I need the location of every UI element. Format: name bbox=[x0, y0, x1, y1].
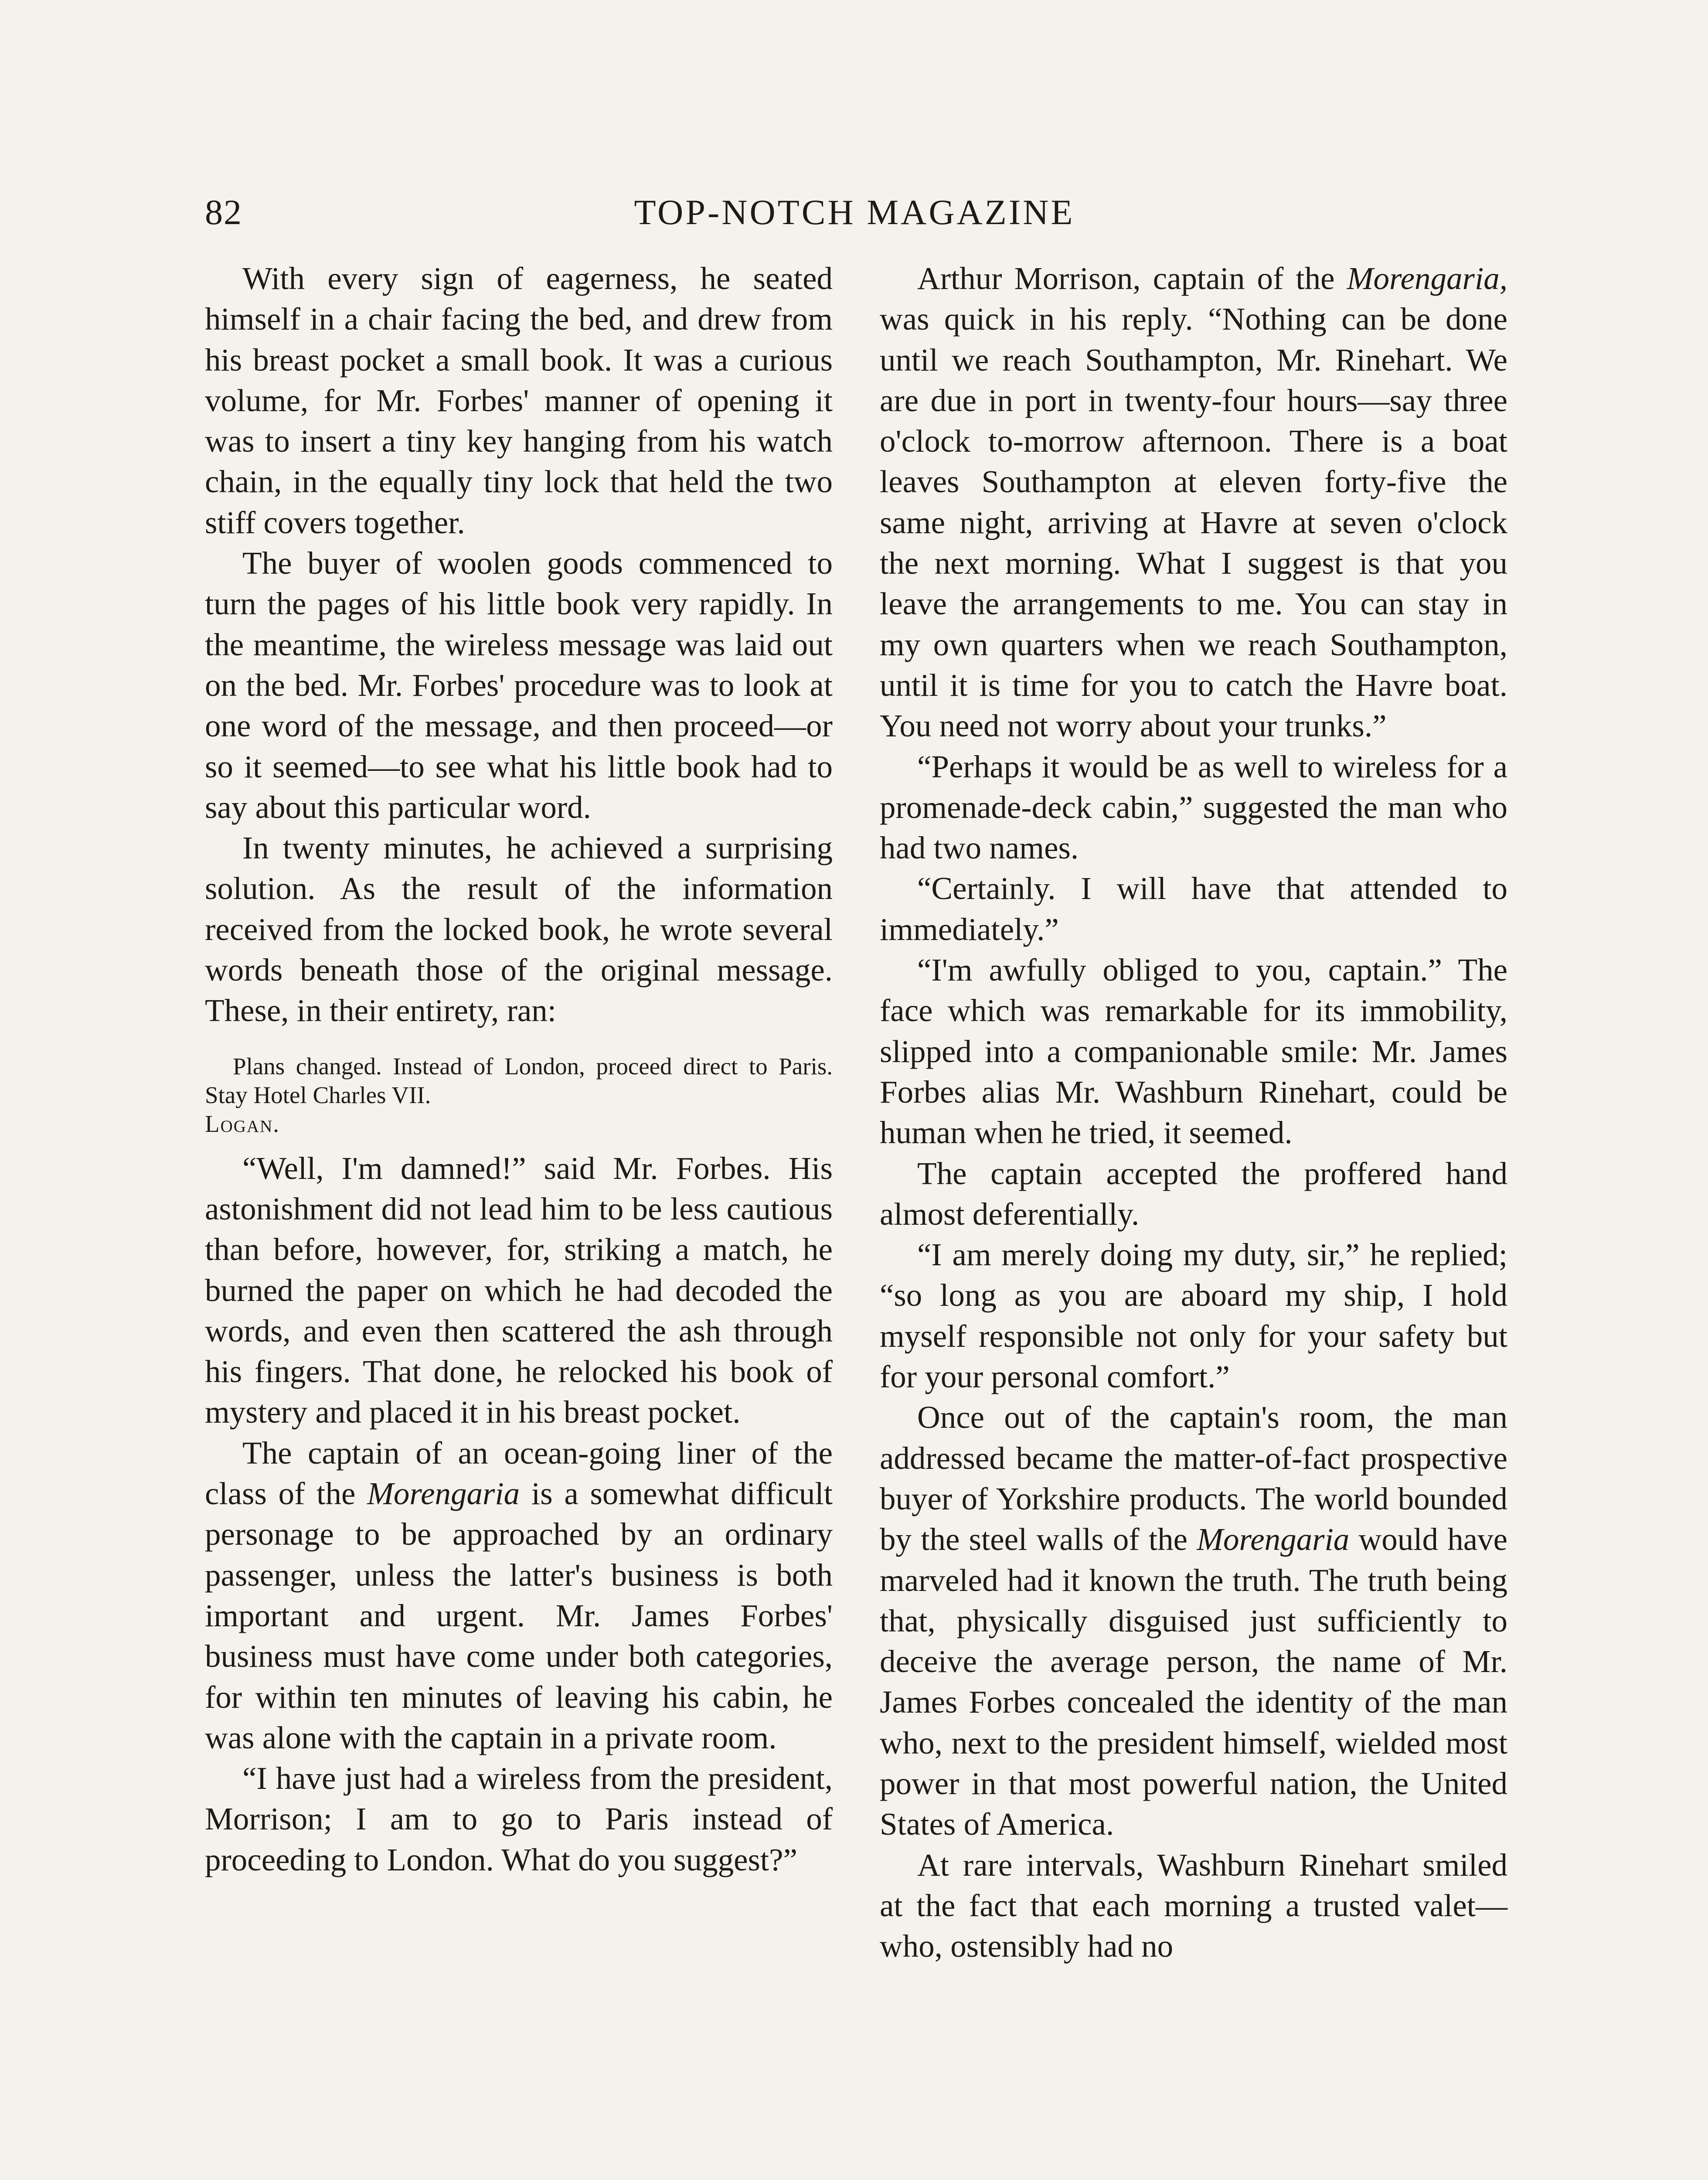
paragraph-text: was quick in his reply. “Nothing can be done until we reach Southampton, Mr. Rinehart. We are due in port in twenty-four hours—say three o'clock to-morrow afternoon. There is a boat leaves Southampton at eleven forty-five the same night, arriving at Havre at seven o'clock the next morning. What I suggest is that you leave the arrangements to me. You can stay in my own quarters when we reach Southampton, until it is time for you to catch the Havre boat. You need not worry about your trunks.” bbox=[880, 301, 1507, 744]
paragraph: “Well, I'm damned!” said Mr. Forbes. His astonishment did not lead him to be less cautious than before, however, for, striking a match, he burned the paper on which he had decoded the words, and even then scattered the ash through his fingers. That done, he relocked his book of mystery and placed it in his breast pocket. bbox=[205, 1150, 833, 1430]
paragraph: With every sign of eagerness, he seated himself in a chair facing the bed, and drew from his breast pocket a small book. It was a curious volume, for Mr. Forbes' manner of opening it was to insert a tiny key hanging from his watch chain, in the equally tiny lock that held the two stiff covers together. bbox=[205, 261, 833, 540]
paragraph-text: The captain of an ocean-going liner of the class of the bbox=[205, 1435, 833, 1512]
decoded-message-text: Plans changed. Instead of London, proceed direct to Paris. Stay Hotel Charles VII. bbox=[205, 1053, 833, 1108]
paragraph bbox=[880, 1397, 1507, 1844]
page-number: 82 bbox=[205, 192, 242, 232]
paragraph: “I have just had a wireless from the president, Morrison; I am to go to Paris instead of proceeding to London. What do you suggest?” bbox=[205, 1761, 833, 1877]
paragraph bbox=[880, 258, 1507, 746]
ship-name: Morengaria, bbox=[1347, 261, 1507, 296]
paragraph: In twenty minutes, he achieved a surprising solution. As the result of the information received from the locked book, he wrote several words beneath those of the original message. These, in their entirety, ran: bbox=[205, 830, 833, 1029]
paragraph: At rare intervals, Washburn Rinehart smiled at the fact that each morning a trusted valet—who, ostensibly had no bbox=[880, 1847, 1507, 1964]
page-header bbox=[205, 188, 1504, 236]
paragraph: “Certainly. I will have that attended to immediately.” bbox=[880, 871, 1507, 947]
paragraph: The buyer of woolen goods commenced to turn the pages of his little book very rapidly. In the meantime, the wireless message was laid out on the bed. Mr. Forbes' procedure was to look at one word of the message, and then proceed—or so it seemed—to see what his little book had to say about this particular word. bbox=[205, 545, 833, 825]
paragraph: “Perhaps it would be as well to wireless for a promenade-deck cabin,” suggested the man who had two names. bbox=[880, 749, 1507, 866]
left-column bbox=[205, 258, 833, 1880]
right-column bbox=[880, 258, 1507, 1966]
ship-name: Morengaria bbox=[367, 1476, 520, 1512]
paragraph: The captain accepted the proffered hand almost deferentially. bbox=[880, 1155, 1507, 1232]
paragraph-text: is a somewhat difficult personage to be approached by an ordinary passenger, unless the latter's business is both important and urgent. Mr. James Forbes' business must have come under both categories, for within ten minutes of leaving his cabin, he was alone with the captain in a private room. bbox=[205, 1476, 833, 1755]
decoded-message-signature: Logan. bbox=[205, 1110, 280, 1137]
paragraph-text: Arthur Morrison, captain of the bbox=[917, 261, 1347, 296]
paragraph: “I'm awfully obliged to you, captain.” The face which was remarkable for its immobility, slipped into a companionable smile: Mr. James Forbes alias Mr. Washburn Rinehart, could be human when he tried, it seemed. bbox=[880, 952, 1507, 1151]
decoded-message bbox=[205, 1052, 833, 1138]
paragraph-text: Once out of the captain's room, the man addressed became the matter-of-fact prospective buyer of Yorkshire products. The world bounded by the steel walls of the bbox=[880, 1400, 1507, 1557]
running-head: TOP-NOTCH MAGAZINE bbox=[634, 192, 1075, 232]
paragraph-text: would have marveled had it known the truth. The truth being that, physically disguised just sufficiently to deceive the average person, the name of Mr. James Forbes concealed the identity of the man who, next to the president himself, wielded most power in that most powerful nation, the United States of America. bbox=[880, 1522, 1507, 1842]
ship-name: Morengaria bbox=[1197, 1522, 1350, 1557]
paragraph: “I am merely doing my duty, sir,” he replied; “so long as you are aboard my ship, I hold myself responsible not only for your safety but for your personal comfort.” bbox=[880, 1237, 1507, 1395]
paragraph bbox=[205, 1433, 833, 1758]
